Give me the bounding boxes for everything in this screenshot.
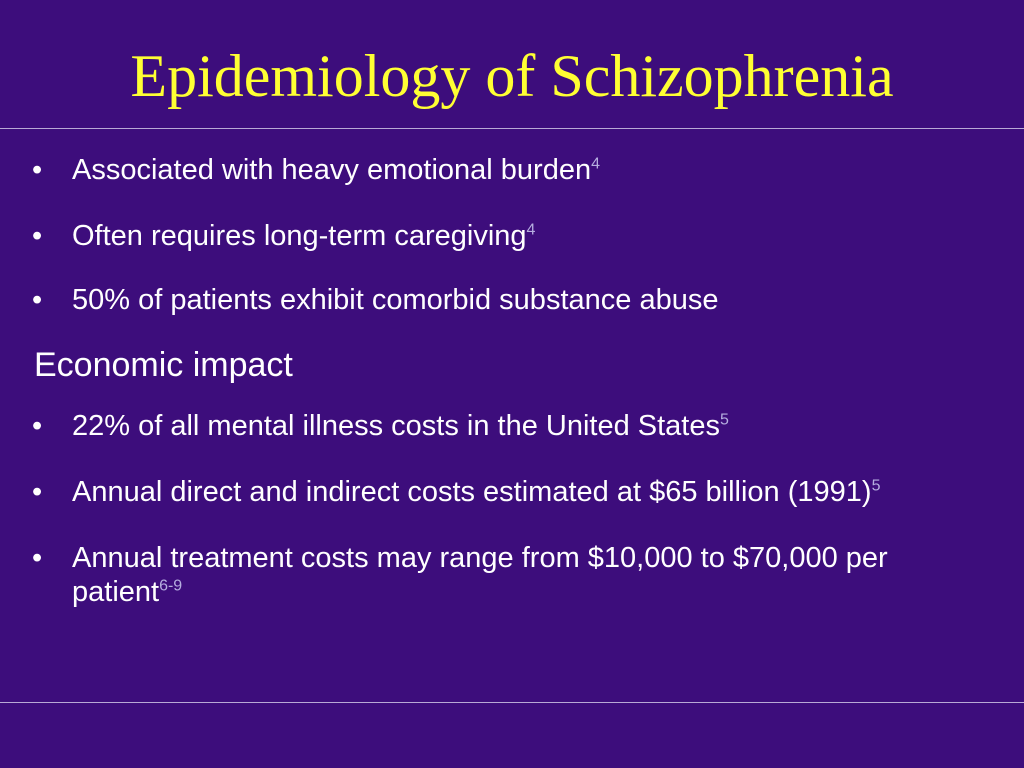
bullet-item [0, 219, 1024, 253]
bullet-item [0, 475, 1024, 509]
reference-number: 6-9 [159, 577, 183, 595]
bullet-text: 50% of patients exhibit comorbid substance abuse [72, 284, 719, 316]
reference-number: 5 [720, 411, 729, 429]
bullet-item [0, 409, 1024, 443]
reference-number: 5 [871, 477, 881, 495]
bullet-text: Associated with heavy emotional burden [72, 154, 592, 186]
footer-divider [0, 702, 1024, 703]
slide-body [0, 153, 1024, 609]
bullet-dot: • [32, 154, 43, 186]
bullet-text: Annual direct and indirect costs estimated at $65 billion (1991) [72, 476, 872, 508]
bullet-dot: • [32, 284, 43, 316]
bullet-item [0, 153, 1024, 187]
bullet-text: Often requires long-term caregiving [72, 220, 527, 252]
bullet-dot: • [32, 220, 43, 252]
bullet-text: 22% of all mental illness costs in the United States [72, 410, 720, 442]
bullet-dot: • [32, 410, 43, 442]
slide-title: Epidemiology of Schizophrenia [130, 43, 894, 109]
reference-number: 4 [591, 155, 600, 173]
title-divider [0, 128, 1024, 129]
bullet-item [0, 283, 1024, 317]
bullet-dot: • [32, 542, 43, 574]
reference-number: 4 [526, 221, 536, 239]
bullet-item [0, 541, 1024, 609]
bullet-text: Annual treatment costs may range from $10,000 to $70,000 per patient [72, 542, 888, 608]
bullet-dot: • [32, 476, 43, 508]
section-heading: Economic impact [34, 346, 293, 384]
